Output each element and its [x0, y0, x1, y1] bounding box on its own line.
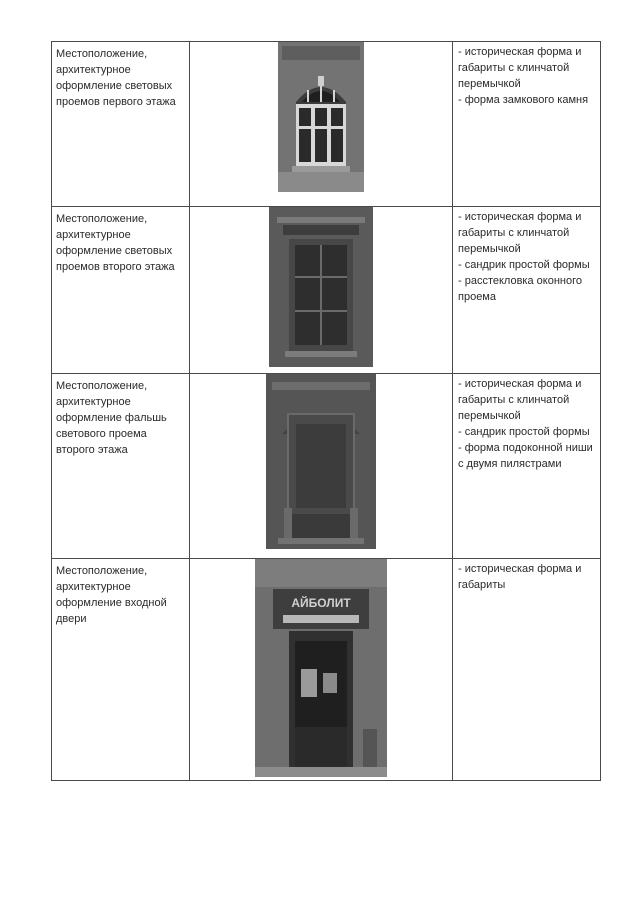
row-label: Местоположение, архитектурное оформление входной двери: [56, 565, 167, 625]
label-cell: [52, 374, 190, 559]
row-label: Местоположение, архитектурное оформление световых проемов первого этажа: [56, 48, 176, 108]
requirement-item: - историческая форма и габариты с клинчатой перемычкой: [458, 211, 582, 255]
requirement-item: - сандрик простой формы: [458, 426, 590, 438]
protected-elements-table: [51, 41, 601, 781]
requirements-list: [453, 42, 600, 108]
requirements-list: [453, 559, 600, 593]
table-row: [52, 374, 601, 559]
requirement-item: - расстекловка оконного проема: [458, 275, 582, 303]
photo-cell: [190, 42, 453, 207]
label-cell: [52, 559, 190, 781]
window-second-floor-photo: [269, 207, 373, 367]
table-row: [52, 42, 601, 207]
photo-cell: [190, 207, 453, 374]
requirement-item: - форма замкового камня: [458, 94, 589, 106]
row-label: Местоположение, архитектурное оформление световых проемов второго этажа: [56, 213, 175, 273]
requirements-cell: [453, 374, 601, 559]
table-row: [52, 559, 601, 781]
requirements-cell: [453, 42, 601, 207]
requirements-list: [453, 374, 600, 472]
label-cell: [52, 207, 190, 374]
table-row: [52, 207, 601, 374]
requirements-list: [453, 207, 600, 305]
door-sign-text: АЙБОЛИТ: [291, 596, 351, 610]
row-label: Местоположение, архитектурное оформление фальшь светового проема второго этажа: [56, 380, 167, 456]
entrance-door-photo: [255, 559, 387, 777]
false-window-second-floor-photo: [266, 374, 376, 549]
window-first-floor-photo: [278, 42, 364, 192]
requirement-item: - сандрик простой формы: [458, 259, 590, 271]
requirements-cell: [453, 559, 601, 781]
requirement-item: - форма подоконной ниши с двумя пилястрами: [458, 442, 593, 470]
requirement-item: - историческая форма и габариты с клинчатой перемычкой: [458, 378, 582, 422]
requirements-cell: [453, 207, 601, 374]
photo-cell: [190, 374, 453, 559]
label-cell: [52, 42, 190, 207]
photo-cell: [190, 559, 453, 781]
requirement-item: - историческая форма и габариты: [458, 563, 582, 591]
requirement-item: - историческая форма и габариты с клинчатой перемычкой: [458, 46, 582, 90]
